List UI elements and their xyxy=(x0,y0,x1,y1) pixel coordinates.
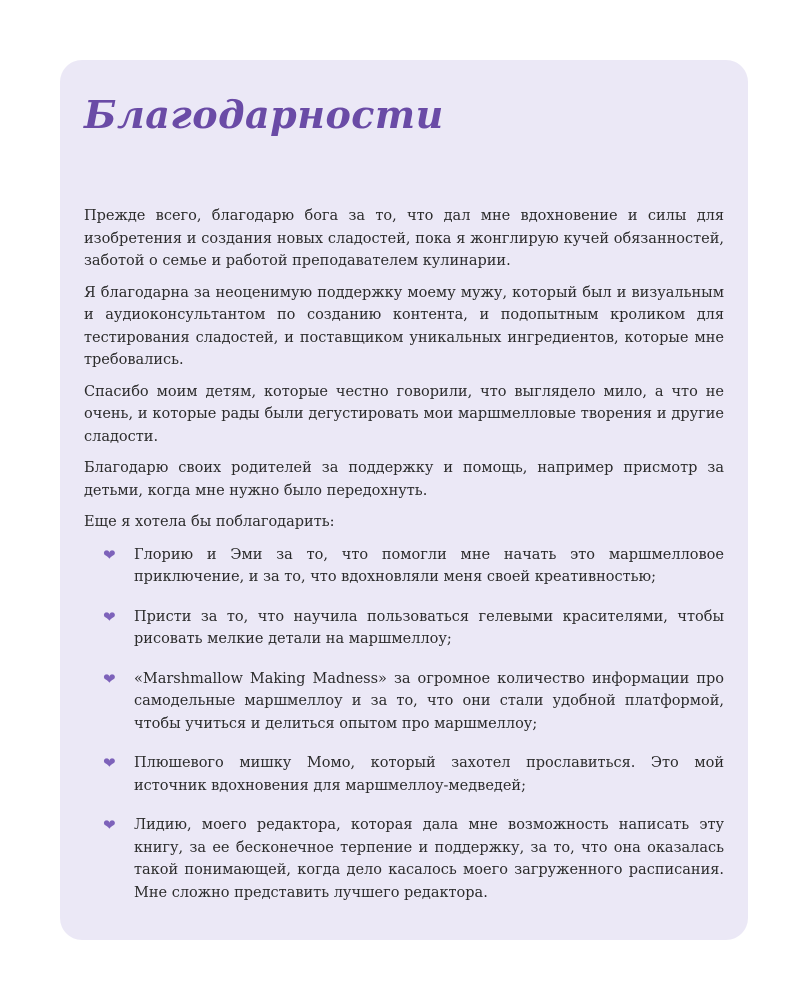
list-item-text: Лидию, моего редактора, которая дала мне возможность написать эту книгу, за ее бесконечное терпение и поддержку, за то, что она оказалась такой понимающей, когда дело касалось моего загруженного расписания. Мне сложно представить лучшего редактора. xyxy=(134,817,724,901)
paragraph-4: Благодарю своих родителей за поддержку и помощь, например присмотр за детьми, когда мне нужно было передохнуть. xyxy=(84,460,724,499)
heart-icon: ❤ xyxy=(103,545,116,564)
list-item-text: Глорию и Эми за то, что помогли мне начать это маршмелловое приключение, и за то, что вдохновляли меня своей креативностью; xyxy=(134,546,724,585)
page-content xyxy=(84,205,724,921)
paragraph-2: Я благодарна за неоценимую поддержку моему мужу, который был и визуальным и аудиоконсультантом по созданию контента, и подопытным кроликом для тестирования сладостей, и поставщиком уникальных ингредиентов, которые мне требовались. xyxy=(84,284,724,368)
paragraph-3: Спасибо моим детям, которые честно говорили, что выглядело мило, а что не очень, и которые рады были дегустировать мои маршмелловые творения и другие сладости. xyxy=(84,383,724,445)
list-item xyxy=(84,814,724,904)
heart-icon: ❤ xyxy=(103,816,116,834)
list-item xyxy=(84,544,724,589)
list-item xyxy=(84,606,724,651)
list-item xyxy=(84,668,724,736)
thanks-list xyxy=(84,544,724,905)
heart-icon: ❤ xyxy=(103,754,116,772)
list-item-text: «Marshmallow Making Madness» за огромное количество информации про самодельные маршмеллоу и за то, что они стали удобной платформой, чтобы учиться и делиться опытом про маршмеллоу; xyxy=(134,670,724,732)
paragraph-1: Прежде всего, благодарю бога за то, что дал мне вдохновение и силы для изобретения и создания новых сладостей, пока я жонглирую кучей обязанностей, заботой о семье и работой преподавателем кулинарии. xyxy=(84,208,724,269)
heart-icon: ❤ xyxy=(103,669,116,688)
heart-icon: ❤ xyxy=(103,607,116,626)
list-intro: Еще я хотела бы поблагодарить: xyxy=(84,514,335,530)
list-item-text: Присти за то, что научила пользоваться гелевыми красителями, чтобы рисовать мелкие детали на маршмеллоу; xyxy=(134,608,724,647)
list-item xyxy=(84,752,724,797)
list-item-text: Плюшевого мишку Момо, который захотел прославиться. Это мой источник вдохновения для маршмеллоу-медведей; xyxy=(134,755,724,794)
page-title: Благодарности xyxy=(84,92,444,137)
